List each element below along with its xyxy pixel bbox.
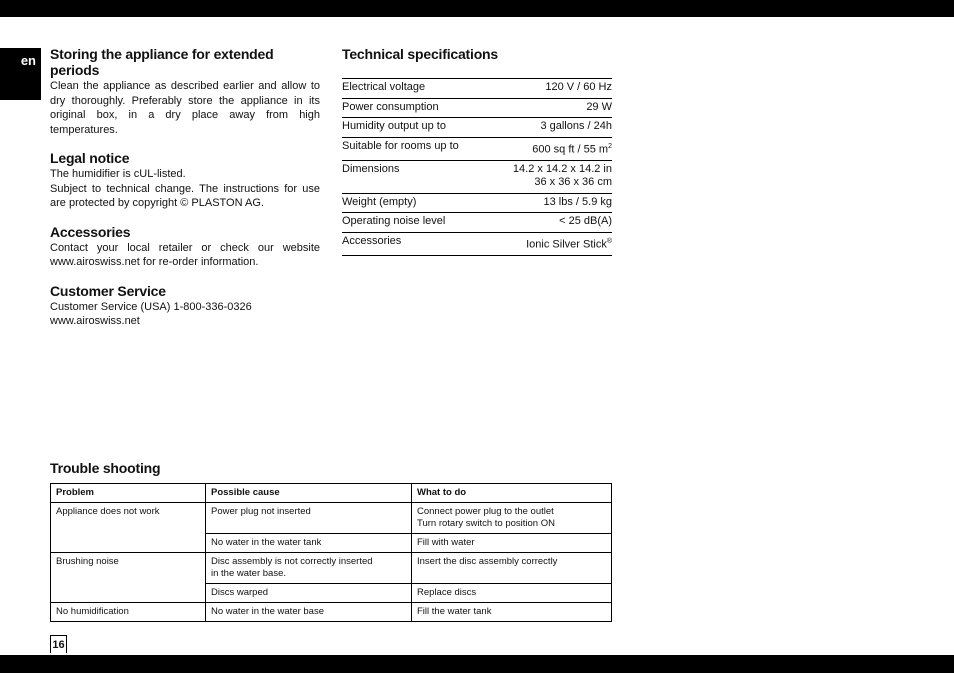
spec-superscript: ® [606, 237, 612, 245]
right-column [342, 46, 612, 256]
table-row [51, 584, 612, 603]
spec-row [342, 232, 612, 255]
spec-label: Humidity output up to [342, 120, 446, 132]
trouble-header-row [51, 484, 612, 503]
spec-value-text: Ionic Silver Stick [526, 238, 607, 251]
service-title: Customer Service [50, 282, 166, 299]
spec-value [488, 213, 612, 233]
service-website: www.airoswiss.net [50, 315, 140, 327]
storing-section [50, 46, 320, 137]
cause-cell: No water in the water tank [206, 534, 412, 553]
spec-value [488, 160, 612, 193]
accessories-section [50, 224, 320, 270]
cause-cell: Discs warped [206, 584, 412, 603]
legal-section [50, 150, 320, 211]
spec-value [488, 79, 612, 99]
spec-label: Suitable for rooms up to [342, 139, 459, 152]
cause-cell [206, 553, 412, 584]
spec-value [488, 118, 612, 138]
table-row [51, 534, 612, 553]
top-bar [0, 0, 954, 17]
cause-cell: Power plug not inserted [206, 503, 412, 534]
spec-label: Accessories [342, 234, 402, 247]
spec-row [342, 98, 612, 118]
accessories-title: Accessories [50, 223, 131, 240]
spec-label: Power consumption [342, 100, 439, 113]
spec-superscript: 2 [608, 142, 612, 150]
spec-row [342, 160, 612, 193]
spec-value-line2: 36 x 36 x 36 cm [534, 176, 612, 189]
spec-label: Electrical voltage [342, 81, 426, 93]
spec-value-text: 13 lbs / 5.9 kg [543, 195, 612, 208]
action-cell: Fill with water [412, 534, 612, 553]
spec-value [488, 98, 612, 118]
left-column [50, 46, 320, 342]
cause-line: Disc assembly is not correctly inserted [211, 556, 373, 567]
spec-row [342, 79, 612, 99]
table-row [51, 553, 612, 584]
spec-value-text: 29 W [586, 100, 612, 113]
spec-row [342, 118, 612, 138]
legal-line1: The humidifier is cUL-listed. [50, 168, 186, 180]
action-cell: Fill the water tank [412, 603, 612, 622]
spec-row [342, 193, 612, 213]
table-row [51, 603, 612, 622]
specs-table [342, 78, 612, 256]
action-cell [412, 503, 612, 534]
spec-value-text: 3 gallons / 24h [540, 120, 612, 132]
problem-cell: Brushing noise [51, 553, 206, 584]
storing-title: Storing the appliance for extended periods [50, 46, 274, 78]
spec-value-text: < 25 dB(A) [559, 215, 612, 228]
trouble-table [50, 483, 612, 622]
legal-line2: Subject to technical change. The instructions for use are protected by copyright © PLASTON AG. [50, 182, 320, 209]
legal-title: Legal notice [50, 150, 130, 166]
spec-value [488, 232, 612, 255]
action-line: Turn rotary switch to position ON [417, 518, 555, 529]
header-action: What to do [412, 484, 612, 503]
problem-cell: Appliance does not work [51, 503, 206, 534]
spec-label: Weight (empty) [342, 195, 417, 208]
cause-cell: No water in the water base [206, 603, 412, 622]
spec-label: Operating noise level [342, 215, 446, 228]
accessories-text: Contact your local retailer or check our website www.airoswiss.net for re-order information. [50, 241, 320, 268]
bottom-bar [0, 655, 954, 673]
spec-label: Dimensions [342, 162, 400, 175]
problem-cell [51, 584, 206, 603]
table-row [51, 503, 612, 534]
action-line: Connect power plug to the outlet [417, 506, 554, 517]
header-problem: Problem [51, 484, 206, 503]
specs-title: Technical specifications [342, 46, 498, 62]
spec-value-text: 120 V / 60 Hz [545, 81, 612, 93]
spec-row [342, 137, 612, 160]
problem-cell: No humidification [51, 603, 206, 622]
language-tab: en [0, 48, 41, 100]
spec-value [488, 137, 612, 160]
action-cell: Replace discs [412, 584, 612, 603]
service-section [50, 283, 320, 329]
trouble-title: Trouble shooting [50, 460, 161, 476]
spec-value-text: 14.2 x 14.2 x 14.2 in [512, 162, 612, 175]
page-number: 16 [50, 635, 67, 653]
spec-value [488, 193, 612, 213]
spec-row [342, 213, 612, 233]
service-phone: Customer Service (USA) 1-800-336-0326 [50, 300, 252, 313]
problem-cell [51, 534, 206, 553]
header-cause: Possible cause [206, 484, 412, 503]
storing-text: Clean the appliance as described earlier and allow to dry thoroughly. Preferably store the appliance in its original box, in a dry place away from high temperatures. [50, 80, 320, 136]
spec-value-text: 600 sq ft / 55 m [532, 143, 609, 156]
action-cell: Insert the disc assembly correctly [412, 553, 612, 584]
cause-line: in the water base. [211, 568, 286, 579]
